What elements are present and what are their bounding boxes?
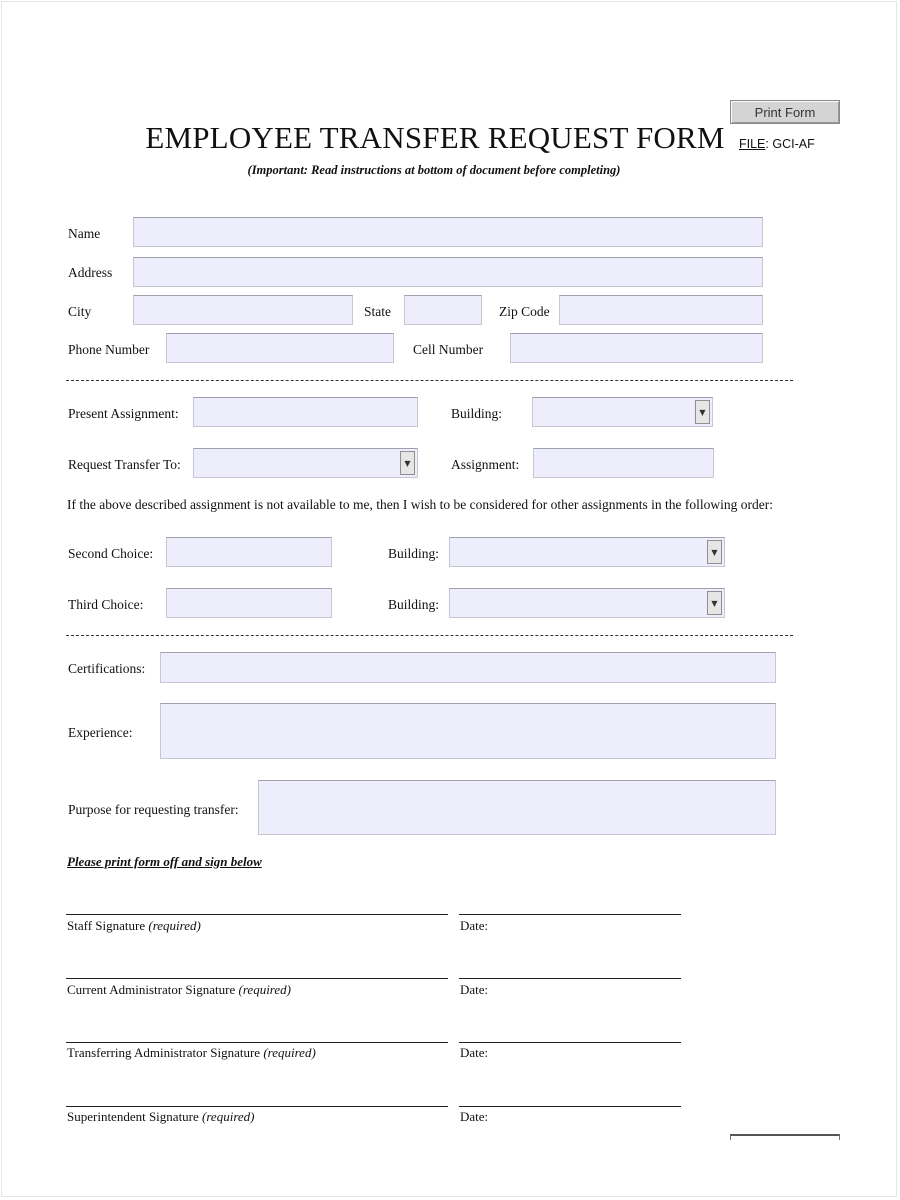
assignment-input[interactable] — [533, 448, 714, 478]
section-divider — [66, 635, 793, 636]
transferring-admin-date-line — [459, 1042, 681, 1043]
transferring-admin-signature-label: Transferring Administrator Signature (required) — [67, 1045, 316, 1060]
phone-label: Phone Number — [68, 342, 150, 357]
present-assignment-label: Present Assignment: — [68, 406, 179, 421]
file-value: : GCI-AF — [765, 137, 815, 151]
third-choice-input[interactable] — [166, 588, 332, 618]
purpose-label: Purpose for requesting transfer: — [68, 802, 239, 817]
superintendent-signature-label: Superintendent Signature (required) — [67, 1109, 255, 1124]
chevron-down-icon[interactable]: ▼ — [695, 400, 710, 424]
chevron-down-icon[interactable]: ▼ — [707, 540, 722, 564]
address-input[interactable] — [133, 257, 763, 287]
superintendent-date-label: Date: — [460, 1109, 489, 1124]
staff-signature-label: Staff Signature (required) — [67, 918, 201, 933]
staff-date-line — [459, 914, 681, 915]
current-admin-date-line — [459, 978, 681, 979]
city-label: City — [68, 304, 92, 319]
form-title: EMPLOYEE TRANSFER REQUEST FORM — [145, 120, 725, 155]
building-select[interactable] — [532, 397, 713, 427]
bottom-button-edge[interactable] — [730, 1134, 840, 1140]
experience-label: Experience: — [68, 725, 133, 740]
request-transfer-select[interactable] — [193, 448, 418, 478]
city-input[interactable] — [133, 295, 353, 325]
section-divider — [66, 380, 793, 381]
zip-input[interactable] — [559, 295, 763, 325]
staff-date-label: Date: — [460, 918, 489, 933]
building-label: Building: — [451, 406, 503, 421]
instructions-text: If the above described assignment is not available to me, then I wish to be considered for other assignments in the following order: — [67, 497, 773, 512]
second-choice-label: Second Choice: — [68, 546, 154, 561]
chevron-down-icon[interactable]: ▼ — [707, 591, 722, 615]
state-input[interactable] — [404, 295, 482, 325]
assignment-label: Assignment: — [451, 457, 520, 472]
superintendent-signature-line — [66, 1106, 448, 1107]
file-code — [739, 137, 815, 151]
phone-input[interactable] — [166, 333, 394, 363]
transferring-admin-date-label: Date: — [460, 1045, 489, 1060]
experience-textarea[interactable] — [160, 703, 776, 759]
form-subtitle: (Important: Read instructions at bottom of document before completing) — [247, 163, 621, 177]
staff-signature-line — [66, 914, 448, 915]
name-input[interactable] — [133, 217, 763, 247]
third-choice-label: Third Choice: — [68, 597, 144, 612]
state-label: State — [364, 304, 391, 319]
third-building-label: Building: — [388, 597, 440, 612]
present-assignment-input[interactable] — [193, 397, 418, 427]
superintendent-date-line — [459, 1106, 681, 1107]
file-label: FILE — [739, 137, 766, 151]
print-note: Please print form off and sign below — [67, 854, 262, 869]
print-form-button[interactable]: Print Form — [730, 100, 840, 124]
chevron-down-icon[interactable]: ▼ — [400, 451, 415, 475]
transferring-admin-signature-line — [66, 1042, 448, 1043]
current-admin-signature-label: Current Administrator Signature (required) — [67, 982, 291, 997]
certifications-label: Certifications: — [68, 661, 146, 676]
request-transfer-label: Request Transfer To: — [68, 457, 181, 472]
second-choice-input[interactable] — [166, 537, 332, 567]
cell-label: Cell Number — [413, 342, 484, 357]
purpose-textarea[interactable] — [258, 780, 776, 835]
third-building-select[interactable] — [449, 588, 725, 618]
second-building-select[interactable] — [449, 537, 725, 567]
zip-label: Zip Code — [499, 304, 550, 319]
address-label: Address — [68, 265, 113, 280]
certifications-input[interactable] — [160, 652, 776, 683]
name-label: Name — [68, 226, 101, 241]
cell-input[interactable] — [510, 333, 763, 363]
current-admin-date-label: Date: — [460, 982, 489, 997]
second-building-label: Building: — [388, 546, 440, 561]
current-admin-signature-line — [66, 978, 448, 979]
